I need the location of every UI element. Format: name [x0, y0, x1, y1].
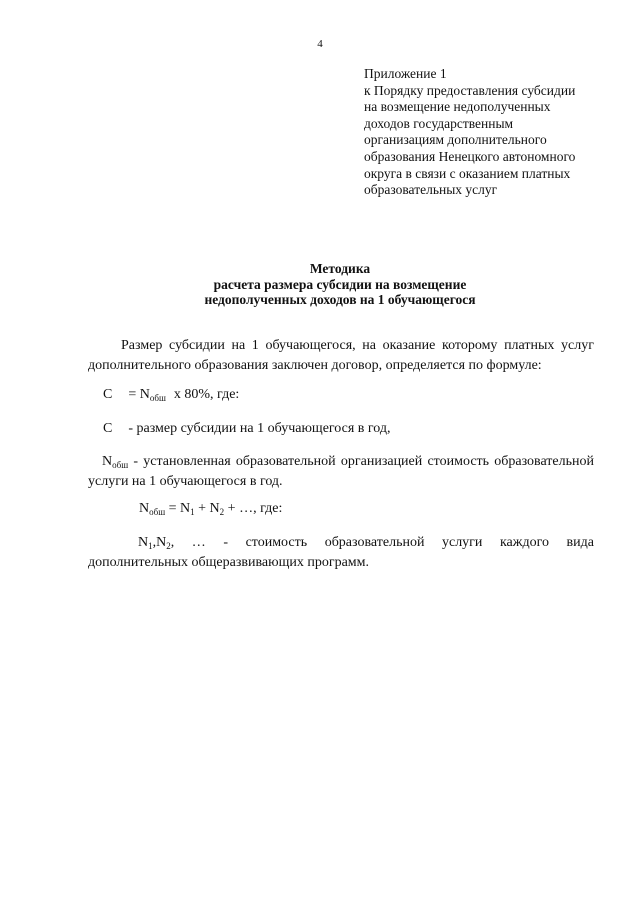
formula-eq: = N — [165, 501, 191, 516]
appendix-line: организациям дополнительного — [364, 132, 547, 148]
definition-c — [103, 420, 391, 438]
items-word: вида — [566, 535, 594, 550]
title-line: Методика — [309, 261, 371, 276]
definition-subscript: обш — [112, 460, 129, 470]
definition-symbol: N — [102, 454, 113, 469]
formula-subsidy — [103, 386, 239, 404]
items-word: - — [223, 535, 229, 550]
items-word: услуги — [441, 535, 483, 550]
formula-rest: + …, где: — [224, 501, 283, 516]
formula-rest: х 80%, где: — [173, 387, 240, 402]
page-number: 4 — [317, 38, 323, 50]
formula-plus: + N — [194, 501, 220, 516]
formula-symbol-c: С — [103, 387, 113, 402]
appendix-line: доходов государственным — [364, 115, 514, 131]
definition-items — [88, 533, 594, 572]
items-word: каждого — [499, 535, 549, 550]
formula-subscript-2: 2 — [219, 507, 225, 517]
formula-equals-n: = N — [128, 387, 150, 402]
items-symbols: $N_1,N_2$, — [138, 535, 175, 551]
appendix-header — [364, 66, 614, 199]
definition-items-line2: дополнительных общеразвивающих программ. — [88, 554, 370, 570]
formula-subscript-1: 1 — [190, 507, 195, 517]
document-title — [0, 261, 640, 308]
items-word: стоимость — [245, 535, 308, 550]
title-line: недополученных доходов на 1 обучающегося — [204, 292, 476, 308]
definition-text: - размер субсидии на 1 обучающегося в год, — [128, 421, 391, 436]
appendix-line: округа в связи с оказанием платных — [364, 165, 571, 181]
formula-n: N — [139, 501, 150, 516]
items-word: … — [191, 535, 206, 550]
definition-n — [88, 452, 594, 491]
formula-total-cost — [139, 500, 282, 518]
appendix-line: образовательных услуг — [364, 182, 498, 198]
intro-paragraph: Размер субсидии на 1 обучающегося, на оказание которому платных услуг дополнительного образования заключен договор, определяется по формуле: — [88, 338, 594, 373]
definition-items-line1 — [88, 533, 594, 553]
appendix-line: Приложение 1 — [364, 66, 447, 81]
formula-subscript: обш — [149, 393, 166, 403]
appendix-line: к Порядку предоставления субсидии — [364, 82, 576, 98]
appendix-line: образования Ненецкого автономного — [364, 148, 576, 164]
items-word: образовательной — [324, 535, 425, 550]
title-line: расчета размера субсидии на возмещение — [213, 276, 467, 292]
formula-subscript: обш — [149, 507, 166, 517]
appendix-line: на возмещение недополученных — [364, 99, 551, 115]
definition-text: - установленная образовательной организацией стоимость образовательной услуги на 1 обучающегося в год. — [88, 454, 594, 489]
definition-symbol: С — [103, 421, 113, 436]
